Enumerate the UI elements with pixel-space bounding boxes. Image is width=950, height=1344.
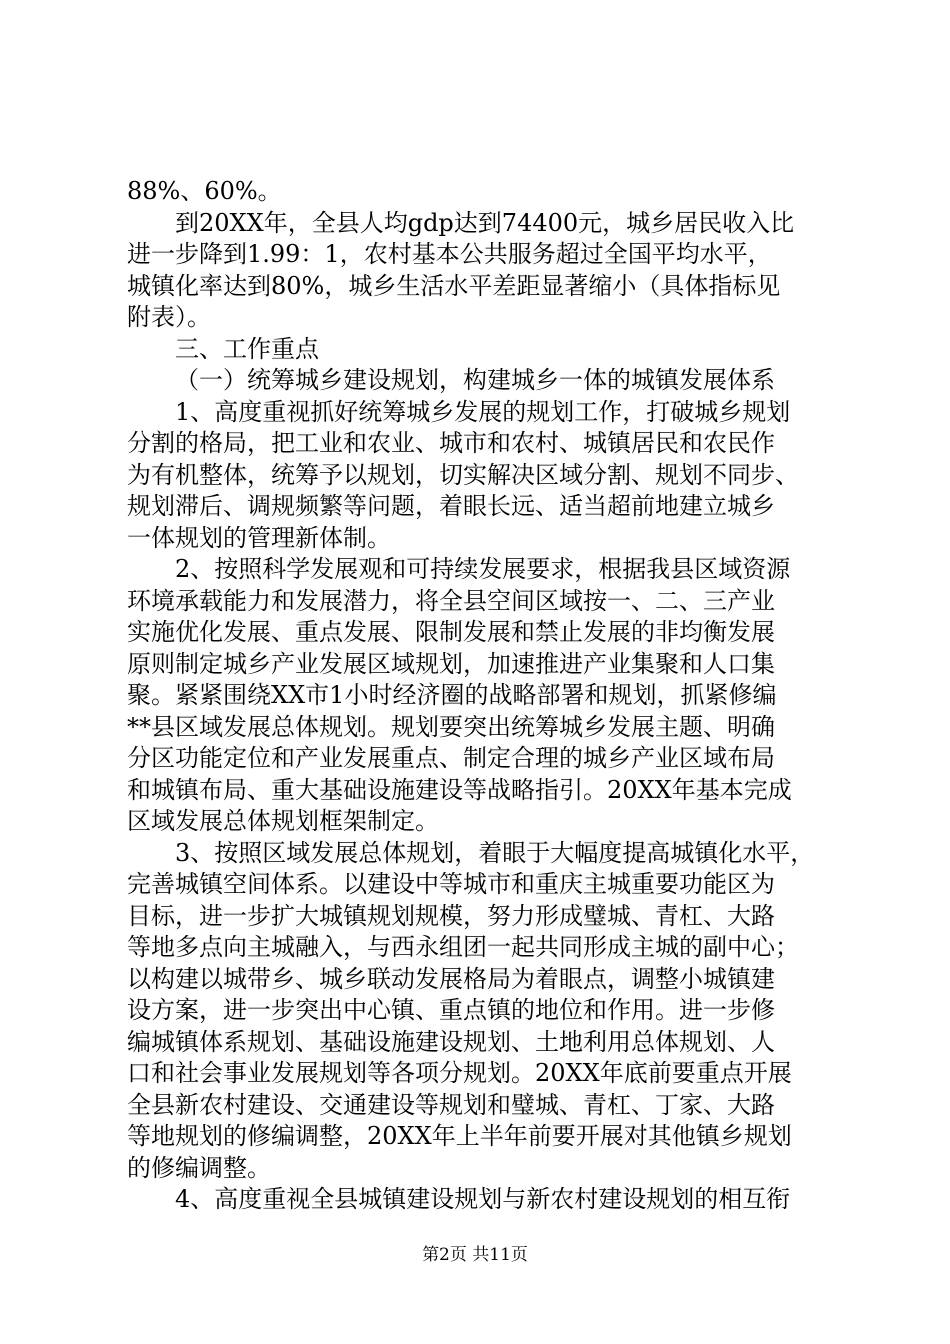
text-line: 实施优化发展、重点发展、限制发展和禁止发展的非均衡发展 (127, 618, 775, 646)
text-line: 目标，进一步扩大城镇规划规模，努力形成璧城、青杠、大路 (127, 901, 775, 930)
text-line: 区域发展总体规划框架制定。 (127, 807, 439, 835)
page-footer: 第2页 共11页 (422, 1245, 528, 1265)
text-line: 规划滞后、调规频繁等问题，着眼长远、适当超前地建立城乡 (127, 492, 775, 520)
text-line: 附表）。 (127, 303, 211, 331)
section-heading: 三、工作重点 (175, 334, 319, 363)
paragraph-first-line: 3、按照区域发展总体规划，着眼于大幅度提高城镇化水平， (175, 838, 815, 867)
paragraph-first-line: 4、高度重视全县城镇建设规划与新农村建设规划的相互衔 (175, 1185, 791, 1213)
text-line: 全县新农村建设、交通建设等规划和璧城、青杠、丁家、大路 (127, 1090, 775, 1119)
text-line: 一体规划的管理新体制。 (127, 523, 391, 552)
text-line: 设方案，进一步突出中心镇、重点镇的地位和作用。进一步修 (127, 996, 775, 1024)
text-line: 口和社会事业发展规划等各项分规划。20XX年底前要重点开展 (127, 1059, 792, 1087)
text-line: 聚。紧紧围绕XX市1小时经济圈的战略部署和规划，抓紧修编 (127, 681, 777, 709)
paragraph-first-line: 1、高度重视抓好统筹城乡发展的规划工作，打破城乡规划 (175, 397, 791, 426)
subsection-heading: （一）统筹城乡建设规划，构建城乡一体的城镇发展体系 (175, 366, 775, 394)
text-line: 等地多点向主城融入，与西永组团一起共同形成主城的副中心； (127, 933, 799, 961)
text-line: 的修编调整。 (127, 1153, 271, 1182)
paragraph-first-line: 2、按照科学发展观和可持续发展要求，根据我县区域资源 (175, 555, 791, 583)
text-line: 进一步降到1.99：1，农村基本公共服务超过全国平均水平， (127, 240, 772, 268)
text-line: 为有机整体，统筹予以规划，切实解决区域分割、规划不同步、 (127, 460, 799, 489)
text-line: 分割的格局，把工业和农业、城市和农村、城镇居民和农民作 (127, 429, 775, 457)
text-line: 和城镇布局、重大基础设施建设等战略指引。20XX年基本完成 (127, 775, 792, 804)
text-line: 原则制定城乡产业发展区域规划，加速推进产业集聚和人口集 (127, 649, 775, 678)
text-line: 以构建以城带乡、城乡联动发展格局为着眼点，调整小城镇建 (127, 964, 775, 993)
text-line: 环境承载能力和发展潜力，将全县空间区域按一、二、三产业 (127, 586, 775, 615)
text-line: 等地规划的修编调整，20XX年上半年前要开展对其他镇乡规划 (127, 1122, 792, 1150)
text-line: 编城镇体系规划、基础设施建设规划、土地利用总体规划、人 (127, 1027, 775, 1056)
text-line: 88%、60%。 (127, 177, 282, 205)
text-line: 分区功能定位和产业发展重点、制定合理的城乡产业区域布局 (127, 744, 775, 772)
text-line: **县区域发展总体规划。规划要突出统筹城乡发展主题、明确 (127, 712, 775, 741)
text-line: 完善城镇空间体系。以建设中等城市和重庆主城重要功能区为 (127, 870, 775, 898)
paragraph-first-line: 到20XX年，全县人均gdp达到74400元，城乡居民收入比 (175, 208, 795, 237)
text-line: 城镇化率达到80%，城乡生活水平差距显著缩小（具体指标见 (127, 271, 781, 300)
